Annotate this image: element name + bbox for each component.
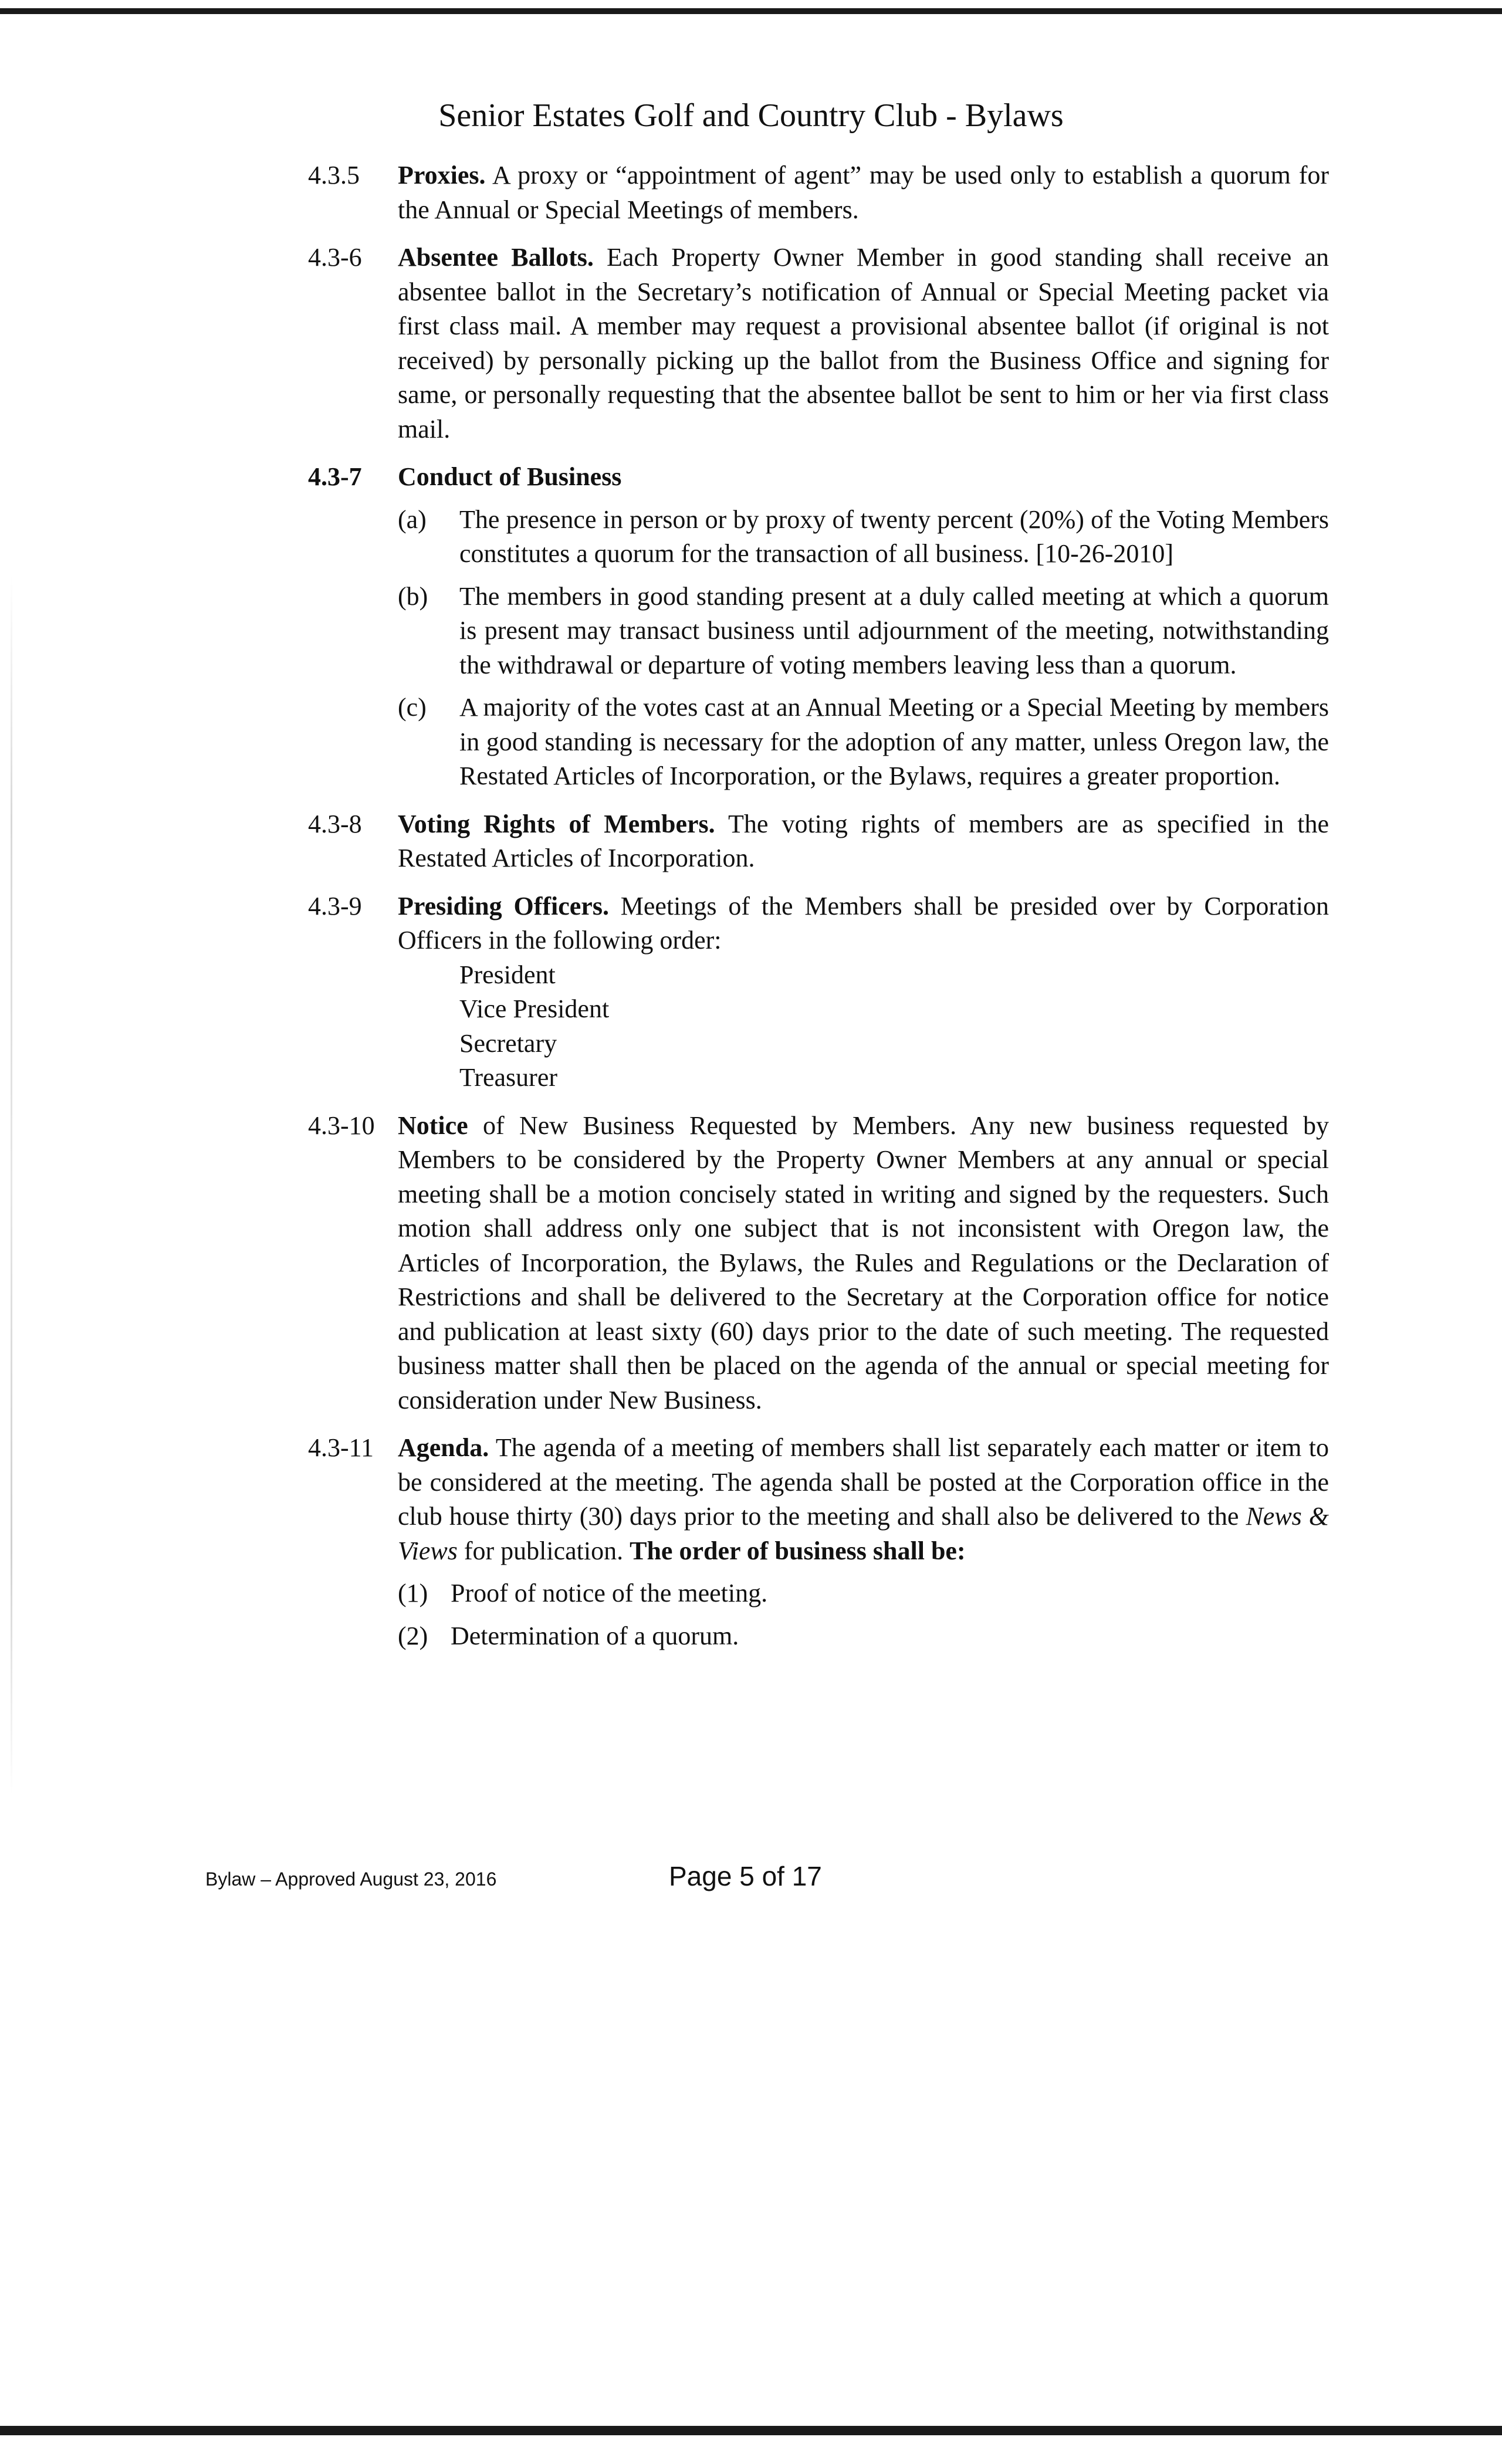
subsection-text: The members in good standing present at a duly called meeting at which a quorum is present may transact business until adjournment of the meeting, notwithstanding the withdrawal or departure of voting members leaving less than a quorum. [459,581,1329,679]
section-heading: Conduct of Business [398,462,622,491]
section-number: 4.3-8 [308,809,362,838]
section-text: The voting rights of members are as specified in the Restated Articles of Incorporation. [398,809,1329,872]
section-paragraph [398,241,1329,446]
order-item-1 [398,1576,1329,1611]
section-number: 4.3-6 [308,243,362,272]
section-number: 4.3-11 [308,1433,374,1462]
section-text: Meetings of the Members shall be presided over by Corporation Officers in the following order: [398,891,1330,955]
section-4-3-5 [308,158,1329,227]
scan-edge-mark [11,575,12,1795]
officer-item: Secretary [459,1028,557,1058]
publication-name: News & Views [398,1502,1329,1565]
section-4-3-8 [308,807,1329,876]
subsection-text: The presence in person or by proxy of twenty percent (20%) of the Voting Members constitutes a quorum for the transaction of all business. [10-26-2010] [459,505,1329,568]
section-number: 4.3-7 [308,462,362,491]
top-border-rule [0,8,1502,14]
section-paragraph [398,460,1329,495]
subsection-label: (b) [398,581,428,611]
section-heading: Proxies. [398,161,486,189]
officer-item: Treasurer [459,1063,557,1092]
section-paragraph [398,1431,1329,1568]
presiding-officers-list [398,958,1329,1095]
section-text: The agenda of a meeting of members shall list separately each matter or item to be considered at the meeting. The agenda shall be posted at the Corporation office in the club house thirty (30) days prior to the meeting and shall also be delivered to the [398,1433,1329,1531]
subsection-a [398,503,1329,571]
order-item-text: Proof of notice of the meeting. [451,1579,768,1607]
section-paragraph [398,158,1329,227]
section-paragraph [398,889,1329,958]
order-item-text: Determination of a quorum. [451,1621,739,1650]
section-text: A proxy or “appointment of agent” may be used only to establish a quorum for the Annual or Special Meetings of members. [398,161,1329,224]
section-heading: Notice [398,1111,468,1140]
section-heading: Absentee Ballots. [398,243,594,272]
section-number: 4.3.5 [308,161,360,189]
order-item-label: (1) [398,1579,428,1607]
order-item-2 [398,1619,1329,1654]
section-text: Each Property Owner Member in good standing shall receive an absentee ballot in the Secretary’s notification of Annual or Special Meeting packet via first class mail. A member may request a provisional absentee ballot (if original is not received) by personally picking up the ballot from the Business Office and signing for same, or personally requesting that the absentee ballot be sent to him or her via first class mail. [398,243,1329,444]
section-paragraph [398,807,1329,876]
footer-page-number: Page 5 of 17 [669,1861,822,1891]
subsection-b [398,580,1329,683]
section-heading: Agenda. [398,1433,489,1462]
footer-approval-note: Bylaw – Approved August 23, 2016 [205,1869,497,1890]
section-paragraph [398,1109,1329,1418]
section-4-3-7 [308,460,1329,794]
officer-item: Vice President [459,994,610,1023]
subsection-c [398,691,1329,794]
order-item-label: (2) [398,1621,428,1650]
section-4-3-11 [308,1431,1329,1653]
section-number: 4.3-9 [308,891,362,920]
section-text: of New Business Requested by Members. Any new business requested by Members to be considered by the Property Owner Members at any annual or special meeting shall be a motion concisely stated in writing and signed by the requesters. Such motion shall address only one subject that is not inconsistent with Oregon law, the Articles of Incorporation, the Bylaws, the Rules and Regulations or the Declaration of Restrictions and shall be delivered to the Secretary at the Corporation office for notice and publication at least sixty (60) days prior to the date of such meeting. The requested business matter shall then be placed on the agenda of the annual or special meeting for consideration under New Business. [398,1111,1329,1414]
bottom-border-rule [0,2426,1502,2435]
bylaws-body [308,158,1329,1667]
officer-item: President [459,960,556,989]
subsection-label: (a) [398,505,427,534]
section-text: for publication. [457,1536,630,1565]
document-title: Senior Estates Golf and Country Club - Bylaws [438,97,1064,134]
section-4-3-6 [308,241,1329,446]
subsection-text: A majority of the votes cast at an Annual Meeting or a Special Meeting by members in good standing is necessary for the adoption of any matter, unless Oregon law, the Restated Articles of Incorporation, or the Bylaws, requires a greater proportion. [459,693,1329,790]
section-heading: Voting Rights of Members. [398,809,715,838]
section-4-3-9 [308,889,1329,1095]
section-4-3-10 [308,1109,1329,1418]
section-heading: Presiding Officers. [398,891,609,920]
section-number: 4.3-10 [308,1111,375,1140]
subsection-label: (c) [398,693,427,722]
order-of-business-lead: The order of business shall be: [630,1536,966,1565]
